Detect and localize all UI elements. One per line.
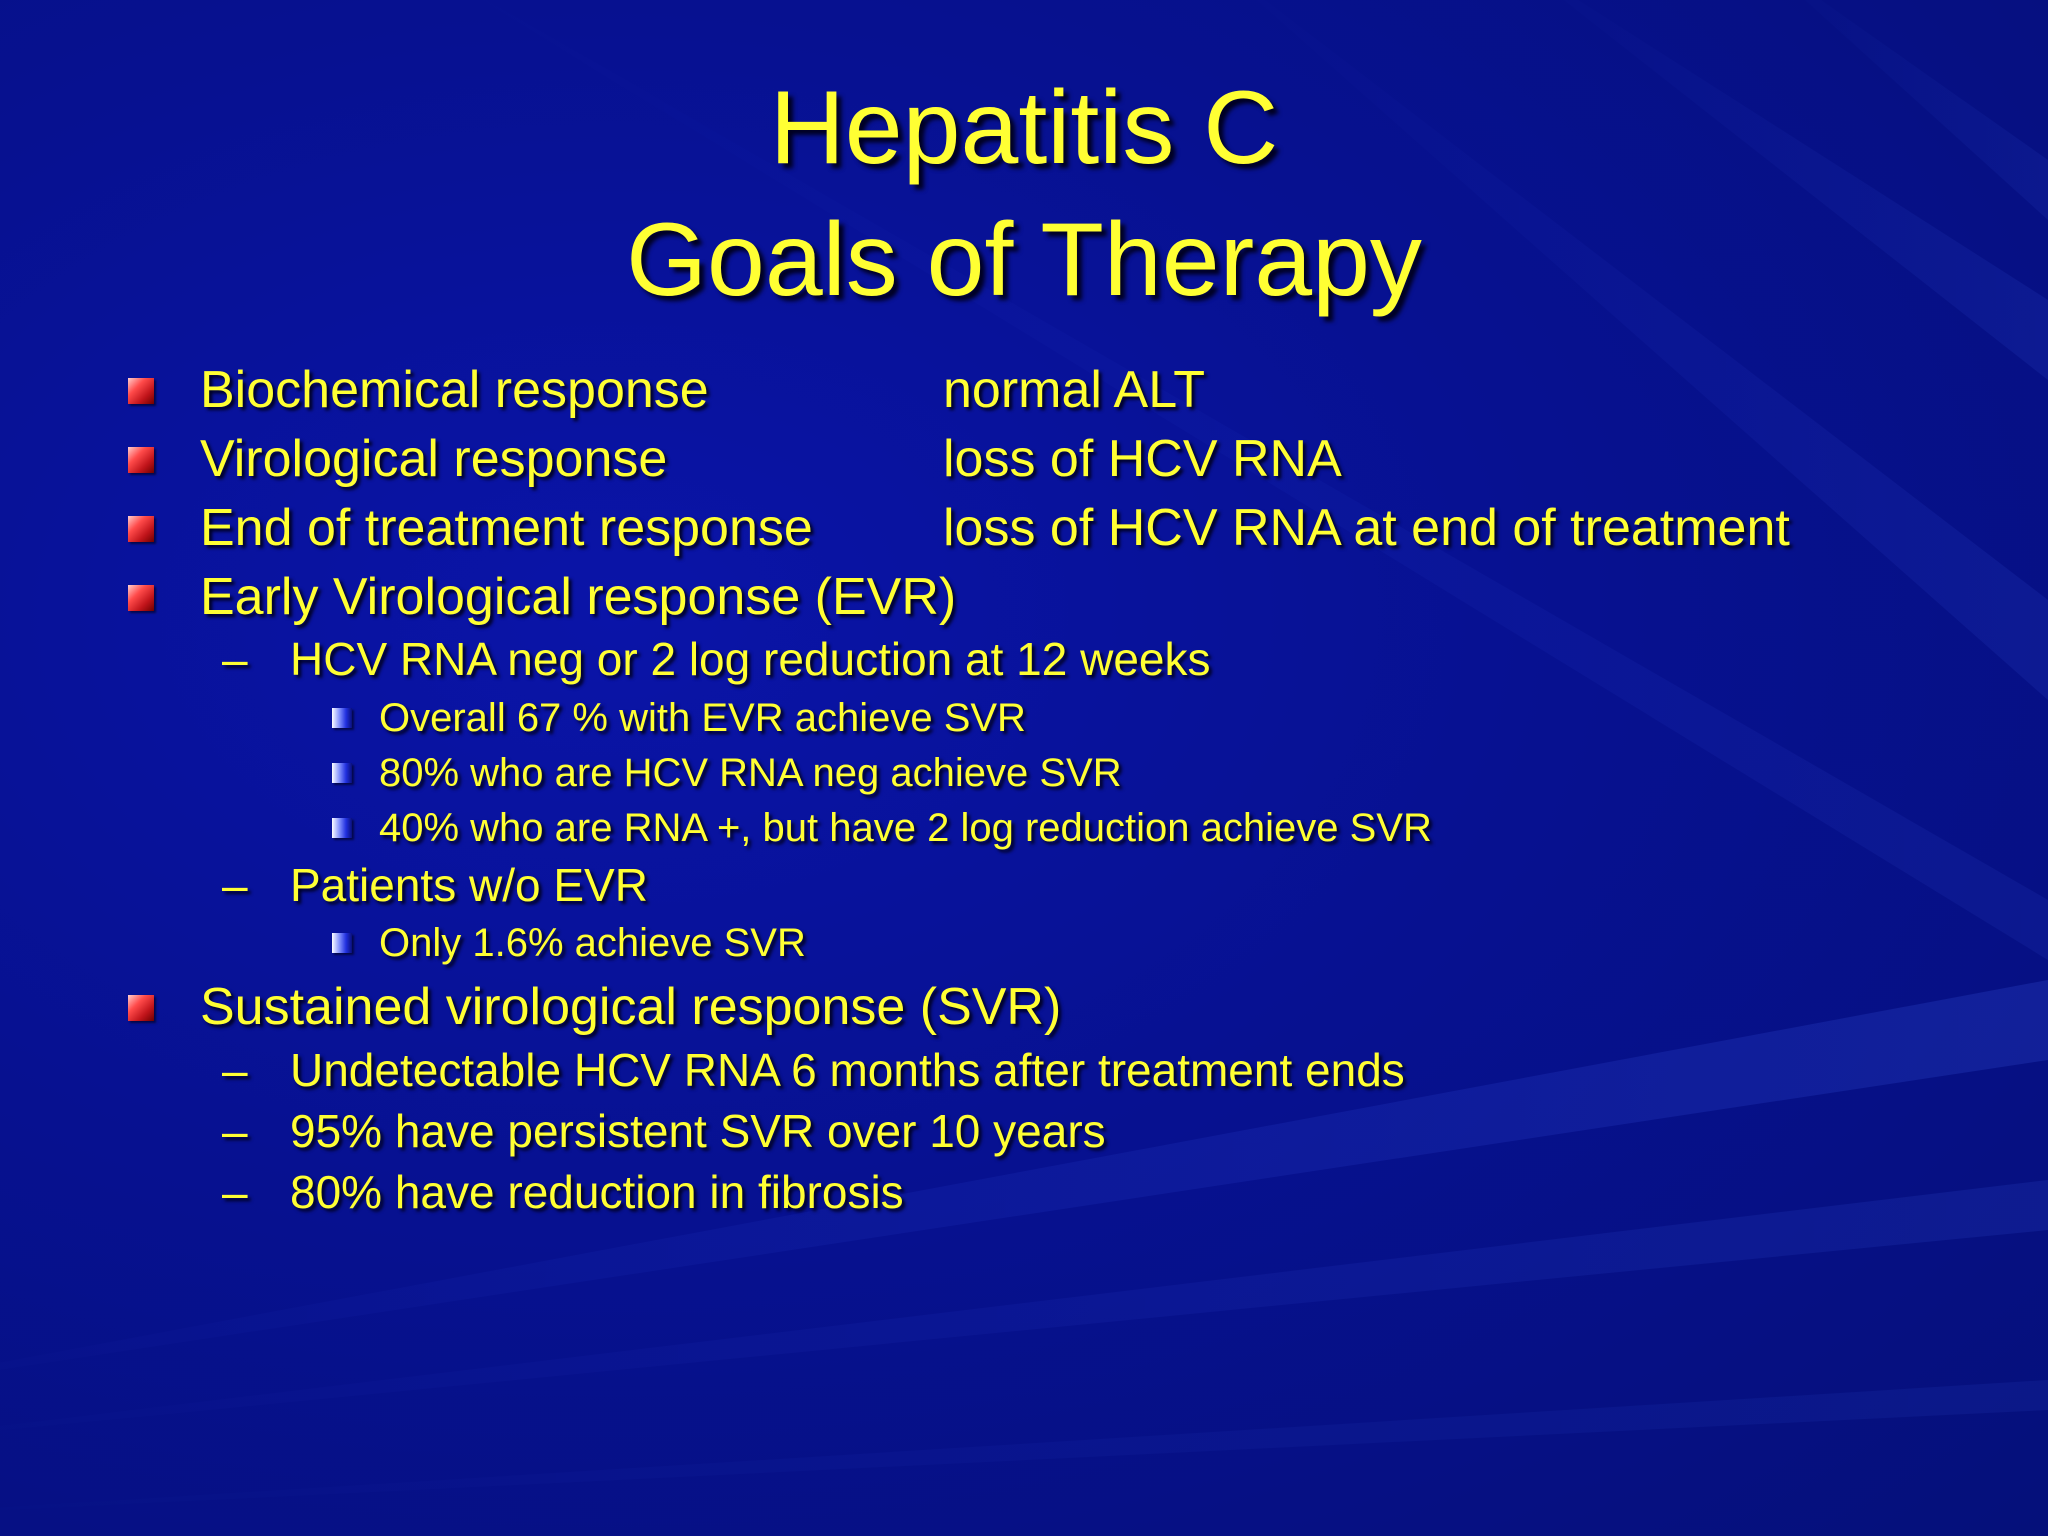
item-definition: loss of HCV RNA at end of treatment [943, 499, 1790, 557]
item-term: Biochemical response [200, 361, 709, 419]
bullet-blue-icon [332, 763, 352, 783]
slide-title [0, 62, 2048, 326]
title-line-2: Goals of Therapy [626, 202, 1422, 318]
dash-bullet-icon: – [222, 1166, 248, 1218]
sub-item: Patients w/o EVR [290, 859, 648, 911]
bullet-red-icon [128, 378, 154, 404]
bullet-red-icon [128, 447, 154, 473]
item-term: End of treatment response [200, 499, 813, 557]
item-definition: loss of HCV RNA [943, 430, 1342, 488]
item-term: Early Virological response (EVR) [200, 568, 957, 626]
bullet-blue-icon [332, 818, 352, 838]
dash-bullet-icon: – [222, 859, 248, 911]
bullet-blue-icon [332, 933, 352, 953]
dash-bullet-icon: – [222, 1105, 248, 1157]
bullet-red-icon [128, 995, 154, 1021]
bullet-blue-icon [332, 708, 352, 728]
sub-sub-item: Only 1.6% achieve SVR [379, 921, 806, 965]
item-definition: normal ALT [943, 361, 1206, 419]
item-term: Sustained virological response (SVR) [200, 978, 1062, 1036]
dash-bullet-icon: – [222, 633, 248, 685]
sub-sub-item: 40% who are RNA +, but have 2 log reduction achieve SVR [379, 806, 1432, 850]
sub-item: HCV RNA neg or 2 log reduction at 12 weeks [290, 633, 1211, 685]
dash-bullet-icon: – [222, 1044, 248, 1096]
sub-item: 95% have persistent SVR over 10 years [290, 1105, 1106, 1157]
sub-sub-item: 80% who are HCV RNA neg achieve SVR [379, 751, 1122, 795]
title-line-1: Hepatitis C [769, 70, 1279, 186]
item-term: Virological response [200, 430, 668, 488]
sub-sub-item: Overall 67 % with EVR achieve SVR [379, 696, 1026, 740]
bullet-red-icon [128, 516, 154, 542]
sub-item: Undetectable HCV RNA 6 months after treatment ends [290, 1044, 1405, 1096]
sub-item: 80% have reduction in fibrosis [290, 1166, 904, 1218]
bullet-red-icon [128, 585, 154, 611]
